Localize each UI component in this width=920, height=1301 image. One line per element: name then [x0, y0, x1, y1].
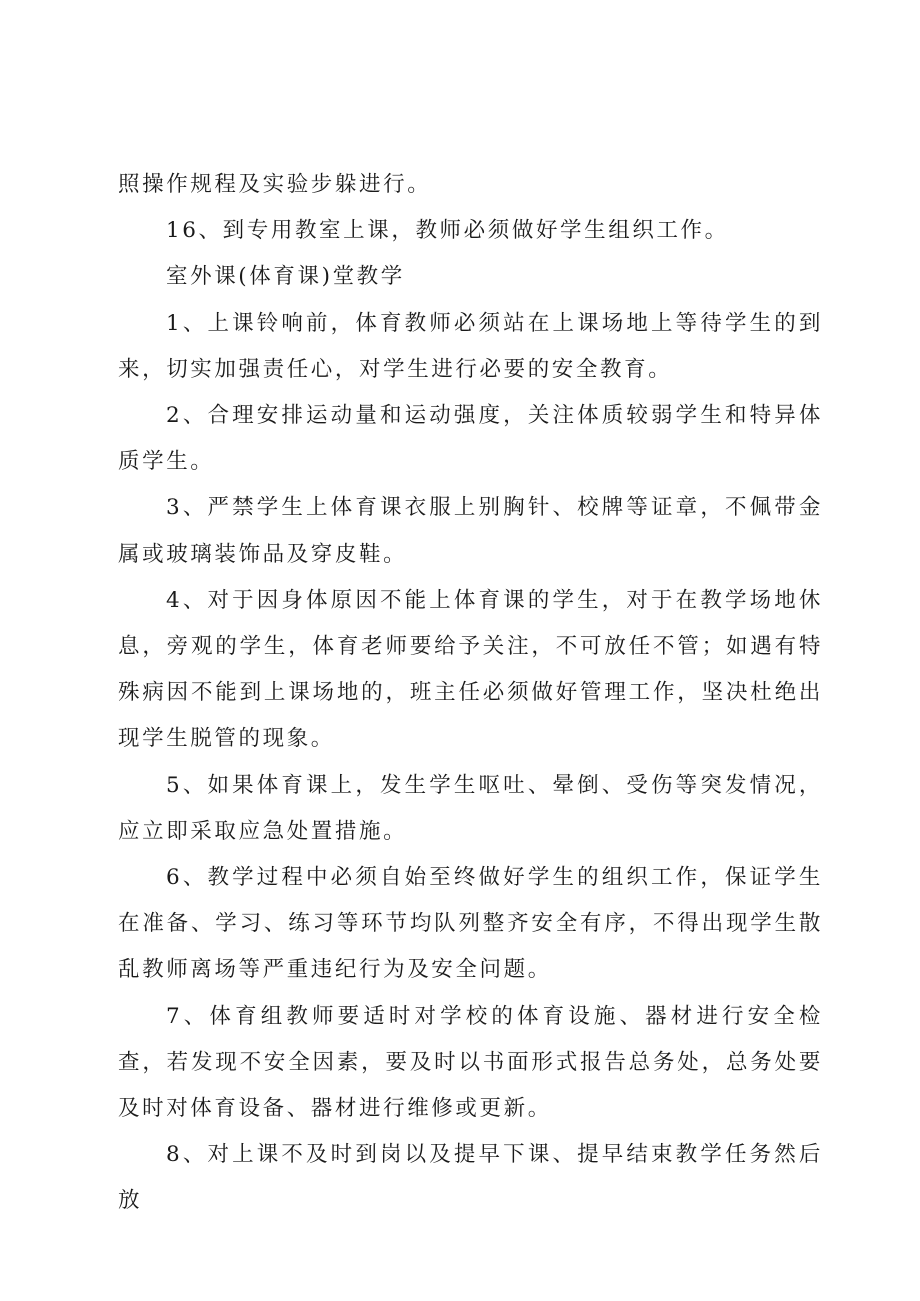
paragraph-continuation: 照操作规程及实验步躲进行。	[118, 172, 432, 197]
paragraph-item-8: 8、对上课不及时到岗以及提早下课、提早结束教学任务然后放	[118, 1142, 823, 1214]
paragraph-item-4: 4、对于因身体原因不能上体育课的学生，对于在教学场地休息，旁观的学生，体育老师要给予关注，不可放任不管；如遇有特殊病因不能到上课场地的，班主任必须做好管理工作，坚决杜绝出现学生脱管的现象。	[118, 587, 823, 752]
paragraph-item-2: 2、合理安排运动量和运动强度，关注体质较弱学生和特异体质学生。	[118, 403, 823, 475]
paragraph-item-1: 1、上课铃响前，体育教师必须站在上课场地上等待学生的到来，切实加强责任心，对学生进行必要的安全教育。	[118, 310, 823, 382]
document-body	[118, 162, 823, 1225]
section-heading-outdoor-class: 室外课(体育课)堂教学	[166, 264, 405, 290]
paragraph-item-6: 6、教学过程中必须自始至终做好学生的组织工作，保证学生在准备、学习、练习等环节均队列整齐安全有序，不得出现学生散乱教师离场等严重违纪行为及安全问题。	[118, 865, 823, 983]
paragraph-item-3: 3、严禁学生上体育课衣服上别胸针、校牌等证章，不佩带金属或玻璃装饰品及穿皮鞋。	[118, 495, 823, 567]
paragraph-item-7: 7、体育组教师要适时对学校的体育设施、器材进行安全检查，若发现不安全因素，要及时以书面形式报告总务处，总务处要及时对体育设备、器材进行维修或更新。	[118, 1003, 823, 1122]
paragraph-item-16: 16、到专用教室上课，教师必须做好学生组织工作。	[166, 218, 729, 244]
paragraph-item-5: 5、如果体育课上，发生学生呕吐、晕倒、受伤等突发情况，应立即采取应急处置措施。	[118, 772, 823, 844]
